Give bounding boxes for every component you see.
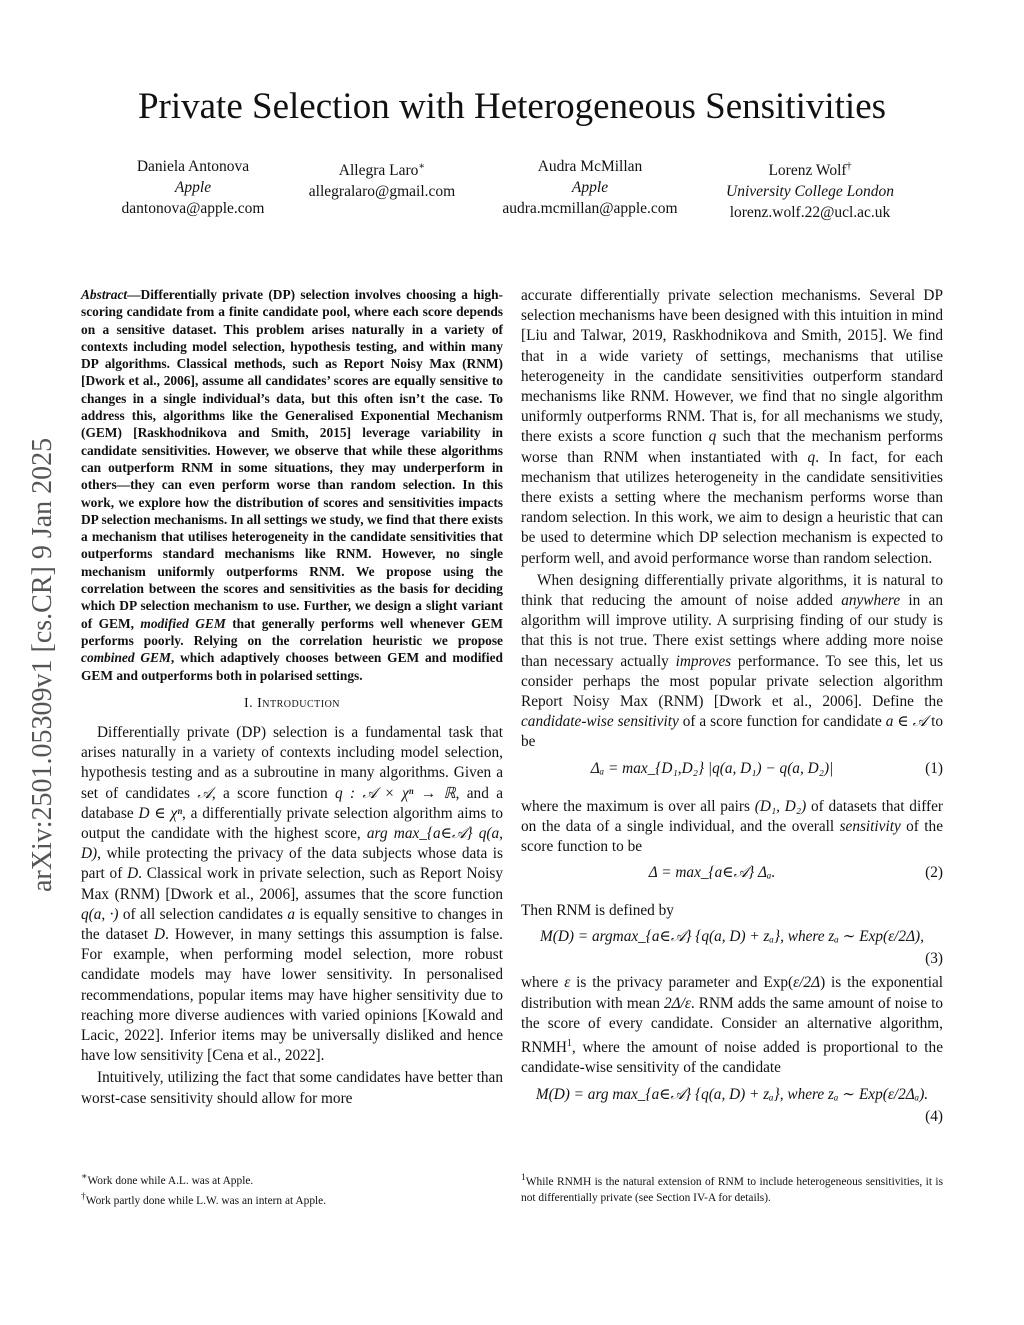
author-3 [490,156,690,219]
body-text: accurate differentially private selection mechanisms. Several DP selection mechanisms have been designed with this intuition in mind [Liu and Talwar, 2019, Raskhodnikova and Smith, 2015]. We find that in a wide variety of settings, mechanisms that utilise heterogeneity in the candidate sensitivities outperform standard mechanisms like RNM. However, we find that no single algorithm uniformly outperforms RNM. That is, for all mechanisms we study, there exists a score function [521,287,943,446]
author-name: Daniela Antonova [136,158,250,175]
equation-2 [521,857,943,901]
abstract-text: —Differentially private (DP) selection involves choosing a high-scoring candidate from a finite candidate pool, where each score depends on a sensitive dataset. This problem arises naturally in a variety of contexts including model selection, hypothesis testing, and within many DP algorithms. Classical methods, such as Report Noisy Max (RNM) [Dwork et al., 2006], assume all candidates’ scores are equally sensitive to changes in a single individual’s data, but this often isn’t the case. To address this, algorithms like the Generalised Exponential Mechanism (GEM) [Raskhodnikova and Smith, 2015] leverage variability in candidate sensitivities. However, we observe that while these algorithms can outperform RNM in some situations, they may underperform in others—they can even perform worse than random selection. In this work, we explore how the distribution of scores and sensitivities impacts DP selection mechanisms. In all settings we study, we find that there exists a mechanism that utilises heterogeneity in the candidate sensitivities that outperforms standard mechanisms like RNM. However, no single mechanism uniformly outperforms RNM. We propose using the correlation between the scores and sensitivities as the basis for deciding which DP selection mechanism to use. Further, we design a slight variant of GEM, [81,287,503,631]
section-title: Introduction [257,695,341,711]
footnote-text: While RNMH is the natural extension of RNM to include heterogeneous sensitivities, it is not differentially private (see Section IV-A for details). [521,1175,943,1204]
author-2 [292,156,472,202]
emphasis: sensitivity [839,817,901,835]
right-column [521,286,943,1131]
math-inline: D ∈ χⁿ [138,804,183,822]
right-paragraph-2 [521,571,943,753]
abstract-emphasis: modified GEM [140,615,226,631]
math-inline: a [287,905,295,923]
equation-1 [521,753,943,797]
math-inline: q(a, ·) [81,905,119,923]
body-text: where [521,974,565,992]
body-text: When designing differentially private algorithms, it is natural to think that reducing the amount of noise added [521,571,943,610]
body-text: , a differentially private selection algorithm aims to output the candidate with the highest score, [81,804,504,843]
body-text: ) is the exponential distribution with mean [521,974,943,1012]
body-text: such that the mechanism performs worse than RNM when instantiated with [521,428,943,466]
intro-paragraph-2: Intuitively, utilizing the fact that some candidates have better than worst-case sensitivity should allow for more [81,1069,503,1107]
author-email: allegralaro@gmail.com [308,183,456,201]
author-affiliation: Apple [571,179,609,196]
emphasis: candidate-wise sensitivity [521,713,679,731]
intro-paragraph-1 [81,723,503,1066]
author-email: lorenz.wolf.22@ucl.ac.uk [729,204,891,222]
math-inline: D [154,926,166,944]
body-text: . However, in many settings this assumption is false. For example, when performing model selection, more robust candidate models may have lower sensitivity. In personalised recommendations, popular items may have higher sensitivity due to reaching more diverse audiences with varied opinions [Kowald and Lacic, 2022]. Inferior items may be universally disliked and hence have low sensitivity [Cena et al., 2022]. [81,926,503,1065]
emphasis: anywhere [841,592,901,610]
author-name: Allegra Laro [338,162,419,180]
math-inline: 𝒜 [197,784,212,802]
equation-number: (2) [925,864,943,882]
body-text: of the score function to be [521,817,943,856]
equation-body: M(D) = argmax_{a∈𝒜} {q(a, D) + zₐ}, where zₐ ∼ Exp(ε/2Δ), [540,928,924,946]
footnotes-right [521,1170,943,1206]
section-heading [81,694,503,714]
footnote-mark: ∗ [81,1172,88,1182]
arxiv-watermark: arXiv:2501.05309v1 [cs.CR] 9 Jan 2025 [27,437,58,893]
body-text: of all selection candidates [118,905,288,923]
equation-number: (4) [925,1107,943,1125]
math-inline: (D₁, D₂) [754,797,807,815]
body-text: performance. To see this, let us consider perhaps the most popular private selection algorithm Report Noisy Max (RNM) [Dwork et al., 2006]. Define the [521,652,943,711]
footnote-mark: † [846,161,852,172]
equation-number: (1) [925,759,943,777]
footnote [81,1169,503,1189]
body-text: , and a database [81,784,503,822]
math-inline: D [127,865,139,883]
footnote-text: Work done while A.L. was at Apple. [87,1174,254,1187]
body-text: of datasets that differ on the data of a single individual, and the overall [521,797,943,835]
body-text: is the privacy parameter and Exp( [570,974,794,992]
abstract-label: Abstract [81,287,128,302]
right-paragraph-4: Then RNM is defined by [521,902,674,920]
footnote-mark: ∗ [418,161,426,172]
author-email: dantonova@apple.com [121,200,265,217]
math-inline: a ∈ 𝒜 [885,713,928,731]
body-text: is equally sensitive to changes in the dataset [81,905,503,944]
math-inline: q [807,448,816,466]
author-1 [103,156,283,219]
math-inline: q [708,428,717,446]
right-paragraph-1 [521,286,943,569]
body-text: . In fact, for each mechanism that utilizes heterogeneity in the candidate sensitivities there exists a setting where the mechanism performs worse than random selection. In this work, we aim to design a heuristic that can be used to determine which DP selection mechanism is expected to perform well, and avoid performance worse than random selection. [521,448,943,567]
footnote [521,1170,943,1206]
math-inline: q : 𝒜 × χⁿ → ℝ [335,784,456,802]
left-column [81,286,503,1109]
body-text: . RNM adds the same amount of noise to the score of every candidate. Consider an alternative algorithm, RNMH [521,994,943,1057]
body-text: , where the amount of noise added is proportional to the candidate-wise sensitivity of the candidate [521,1039,943,1077]
equation-number: (3) [925,950,943,968]
equation-body: Δ = max_{a∈𝒜} Δₐ. [648,864,776,882]
equation-3 [521,921,943,973]
math-inline: 2Δ/ε [664,994,691,1012]
right-paragraph-3 [521,797,943,858]
equation-body: M(D) = arg max_{a∈𝒜} {q(a, D) + zₐ}, where zₐ ∼ Exp(ε/2Δₐ). [535,1085,929,1103]
author-affiliation: University College London [726,183,894,201]
body-text: to be [521,713,944,751]
math-inline: ε/2Δ [793,974,821,992]
author-name: Lorenz Wolf [768,162,847,180]
footnote-mark: 1 [521,1173,526,1183]
body-text: of a score function for candidate [678,713,886,731]
equation-body: Δₐ = max_{D₁,D₂} |q(a, D₁) − q(a, D₂)| [590,759,834,777]
emphasis: improves [675,652,732,670]
abstract-text: , which adaptively chooses between GEM and modified GEM and outperforms both in polarised settings. [81,650,503,683]
author-affiliation: Apple [174,179,212,196]
body-text: in an algorithm will improve utility. A surprising finding of our study is that this is not true. There exist settings where adding more noise than necessary actually [521,592,943,670]
section-number: I. [243,695,254,711]
footnote-text: Work partly done while L.W. was an intern at Apple. [85,1194,327,1207]
author-block [0,156,1024,226]
right-paragraph-5 [521,973,943,1078]
abstract-text: that generally performs well whenever GEM performs poorly. Relying on the correlation heuristic we propose [81,615,504,648]
body-text: . Classical work in private selection, such as Report Noisy Max (RNM) [Dwork et al., 2006], assumes that the score function [81,865,503,903]
footnote-mark: 1 [566,1038,572,1050]
author-email: audra.mcmillan@apple.com [502,200,678,217]
footnotes-left [81,1169,503,1209]
body-text: Differentially private (DP) selection is a fundamental task that arises naturally in a variety of contexts including model selection, hypothesis testing and as a subroutine in many algorithms. Given a set of candidates [81,724,503,802]
footnote-mark: † [81,1191,86,1202]
author-4 [710,156,910,223]
body-text: where the maximum is over all pairs [521,797,755,815]
math-inline: ε [564,974,571,992]
body-text: , while protecting the privacy of the data subjects whose data is part of [81,845,503,883]
paper-title: Private Selection with Heterogeneous Sensitivities [137,86,887,127]
abstract-emphasis: combined GEM [81,650,171,666]
body-text: , a score function [211,784,336,802]
equation-4 [521,1079,943,1131]
math-inline: arg max_{a∈𝒜} q(a, D) [81,825,503,863]
abstract [81,286,503,684]
footnote [81,1189,503,1209]
author-name: Audra McMillan [537,158,643,175]
